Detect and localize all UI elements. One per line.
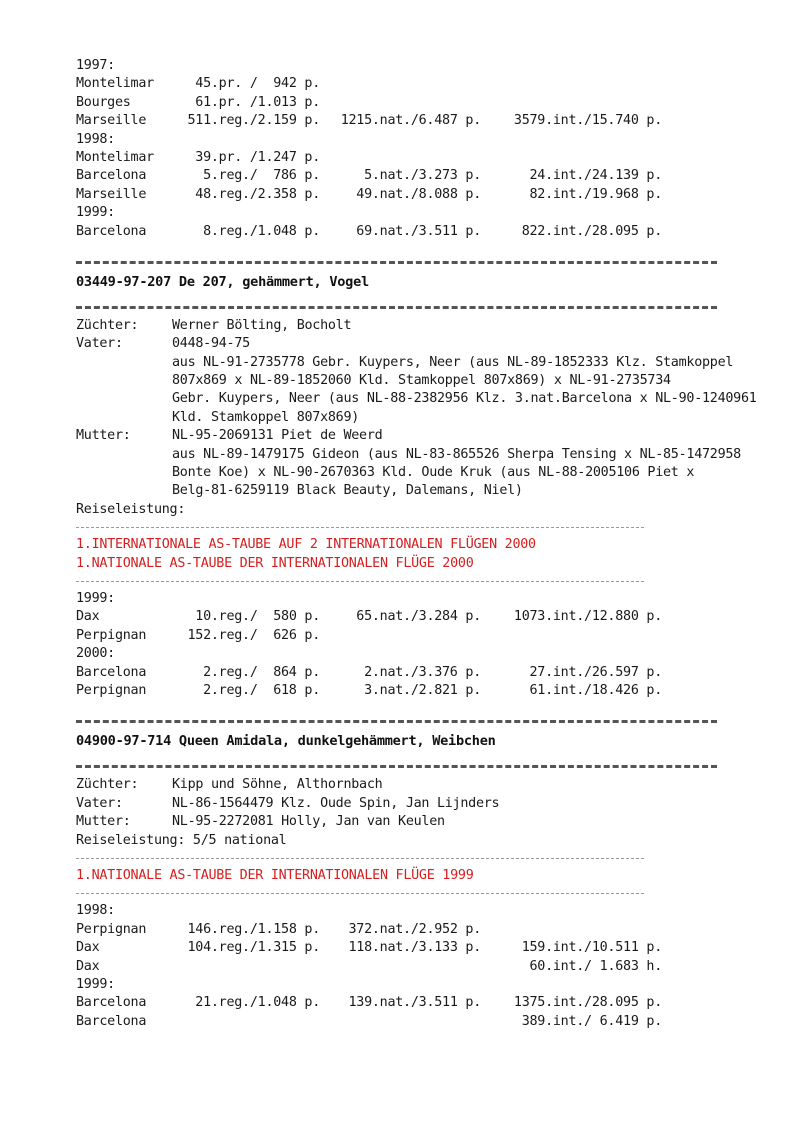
mother-row bbox=[76, 427, 741, 501]
race-name: Dax bbox=[76, 958, 100, 974]
breeder-row bbox=[76, 776, 736, 794]
results-table-pigeon-1 bbox=[76, 590, 736, 700]
international-result: 389.int./ 6.419 p. bbox=[521, 1013, 662, 1029]
national-result: 5.nat./3.273 p. bbox=[364, 168, 481, 184]
race-name: Barcelona bbox=[76, 168, 147, 184]
result-row bbox=[76, 921, 736, 939]
international-result: 24.int./24.139 p. bbox=[529, 168, 662, 184]
international-result: 159.int./10.511 p. bbox=[521, 940, 662, 956]
regional-result: 2.reg./ 864 p. bbox=[203, 664, 320, 680]
race-name: Perpignan bbox=[76, 627, 147, 643]
performance-label: Reiseleistung: bbox=[76, 501, 186, 517]
international-result: 822.int./28.095 p. bbox=[521, 223, 662, 239]
race-name: Marseille bbox=[76, 113, 147, 129]
father-row bbox=[76, 795, 736, 813]
father-line: 807x869 x NL-89-1852060 Kld. Stamkoppel 807x869) x NL-91-2735734 bbox=[172, 373, 671, 389]
race-name: Dax bbox=[76, 609, 100, 625]
mother-line: Bonte Koe) x NL-90-2670363 Kld. Oude Kruk (aus NL-88-2005106 Piet x bbox=[172, 465, 695, 481]
race-name: Montelimar bbox=[76, 76, 154, 92]
father-line: Gebr. Kuypers, Neer (aus NL-88-2382956 Klz. 3.nat.Barcelona x NL-90-1240961 bbox=[172, 391, 757, 407]
international-result: 82.int./19.968 p. bbox=[529, 186, 662, 202]
pigeon-1-details bbox=[76, 317, 757, 519]
year-heading: 1998: bbox=[76, 131, 115, 147]
national-result: 118.nat./3.133 p. bbox=[348, 940, 481, 956]
regional-result: 21.reg./1.048 p. bbox=[195, 995, 320, 1011]
award-line: 1.INTERNATIONALE AS-TAUBE AUF 2 INTERNATIONALEN FLÜGEN 2000 bbox=[76, 537, 536, 553]
regional-result: 61.pr. /1.013 p. bbox=[195, 94, 320, 110]
performance-value: 5/5 national bbox=[192, 832, 287, 848]
breeder-label: Züchter: bbox=[76, 777, 139, 793]
regional-result: 48.reg./2.358 p. bbox=[195, 186, 320, 202]
year-heading: 1999: bbox=[76, 591, 115, 606]
mother-line: NL-95-2272081 Holly, Jan van Keulen bbox=[172, 814, 445, 830]
international-result: 61.int./18.426 p. bbox=[529, 682, 662, 698]
national-result: 139.nat./3.511 p. bbox=[348, 995, 481, 1011]
regional-result: 152.reg./ 626 p. bbox=[187, 627, 320, 643]
heavy-separator bbox=[76, 720, 717, 723]
international-result: 27.int./26.597 p. bbox=[529, 664, 662, 680]
year-heading: 1997: bbox=[76, 58, 115, 73]
thin-separator bbox=[76, 527, 644, 528]
result-row bbox=[76, 223, 736, 241]
year-heading: 1999: bbox=[76, 976, 115, 992]
international-result: 1073.int./12.880 p. bbox=[513, 609, 662, 625]
race-name: Perpignan bbox=[76, 921, 147, 937]
father-line: 0448-94-75 bbox=[172, 336, 250, 352]
father-label: Vater: bbox=[76, 336, 123, 352]
result-row bbox=[76, 149, 736, 167]
international-result: 1375.int./28.095 p. bbox=[513, 995, 662, 1011]
mother-line: NL-95-2069131 Piet de Weerd bbox=[172, 428, 383, 444]
mother-row bbox=[76, 813, 736, 831]
breeder-row bbox=[76, 317, 736, 335]
result-row bbox=[76, 994, 736, 1012]
national-result: 69.nat./3.511 p. bbox=[356, 223, 481, 239]
mother-line: aus NL-89-1479175 Gideon (aus NL-83-865526 Sherpa Tensing x NL-85-1472958 bbox=[172, 446, 741, 462]
national-result: 65.nat./3.284 p. bbox=[356, 609, 481, 625]
result-row bbox=[76, 682, 736, 700]
international-result: 3579.int./15.740 p. bbox=[513, 113, 662, 129]
race-name: Barcelona bbox=[76, 995, 147, 1011]
pigeon-2-details bbox=[76, 776, 736, 850]
race-name: Marseille bbox=[76, 186, 147, 202]
result-row bbox=[76, 1013, 736, 1031]
mother-label: Mutter: bbox=[76, 428, 131, 444]
pigeon-title: 03449-97-207 De 207, gehämmert, Vogel bbox=[76, 273, 369, 290]
regional-result: 8.reg./1.048 p. bbox=[203, 223, 320, 239]
mother-label: Mutter: bbox=[76, 814, 131, 830]
result-row bbox=[76, 664, 736, 682]
race-name: Perpignan bbox=[76, 682, 147, 698]
result-row bbox=[76, 94, 736, 112]
regional-result: 45.pr. / 942 p. bbox=[195, 76, 320, 92]
race-name: Dax bbox=[76, 940, 100, 956]
regional-result: 146.reg./1.158 p. bbox=[187, 921, 320, 937]
result-row bbox=[76, 112, 736, 130]
regional-result: 5.reg./ 786 p. bbox=[203, 168, 320, 184]
national-result: 3.nat./2.821 p. bbox=[364, 682, 481, 698]
race-name: Montelimar bbox=[76, 149, 154, 165]
result-row bbox=[76, 75, 736, 93]
race-name: Barcelona bbox=[76, 223, 147, 239]
national-result: 1215.nat./6.487 p. bbox=[340, 113, 481, 129]
regional-result: 10.reg./ 580 p. bbox=[195, 609, 320, 625]
result-row bbox=[76, 958, 736, 976]
result-row bbox=[76, 939, 736, 957]
regional-result: 39.pr. /1.247 p. bbox=[195, 149, 320, 165]
race-name: Barcelona bbox=[76, 664, 147, 680]
race-name: Bourges bbox=[76, 94, 131, 110]
thin-separator bbox=[76, 893, 644, 894]
regional-result: 104.reg./1.315 p. bbox=[187, 940, 320, 956]
performance-row bbox=[76, 501, 736, 519]
performance-row bbox=[76, 832, 736, 850]
award-line: 1.NATIONALE AS-TAUBE DER INTERNATIONALEN FLÜGE 1999 bbox=[76, 867, 474, 883]
results-table-top bbox=[76, 57, 736, 241]
heavy-separator bbox=[76, 261, 717, 264]
regional-result: 2.reg./ 618 p. bbox=[203, 682, 320, 698]
result-row bbox=[76, 186, 736, 204]
performance-label: Reiseleistung: bbox=[76, 832, 186, 848]
breeder-value: Werner Bölting, Bocholt bbox=[172, 317, 352, 333]
father-line: aus NL-91-2735778 Gebr. Kuypers, Neer (aus NL-89-1852333 Klz. Stamkoppel bbox=[172, 354, 734, 370]
national-result: 49.nat./8.088 p. bbox=[356, 186, 481, 202]
father-line: Kld. Stamkoppel 807x869) bbox=[172, 409, 360, 425]
result-row bbox=[76, 167, 736, 185]
father-label: Vater: bbox=[76, 795, 123, 811]
father-line: NL-86-1564479 Klz. Oude Spin, Jan Lijnders bbox=[172, 795, 500, 811]
heavy-separator bbox=[76, 765, 717, 768]
race-name: Barcelona bbox=[76, 1013, 147, 1029]
results-table-pigeon-2 bbox=[76, 902, 736, 1031]
heavy-separator bbox=[76, 306, 717, 309]
award-line: 1.NATIONALE AS-TAUBE DER INTERNATIONALEN FLÜGE 2000 bbox=[76, 555, 474, 571]
breeder-label: Züchter: bbox=[76, 317, 139, 333]
national-result: 372.nat./2.952 p. bbox=[348, 921, 481, 937]
international-result: 60.int./ 1.683 h. bbox=[529, 958, 662, 974]
result-row bbox=[76, 608, 736, 626]
pigeon-title: 04900-97-714 Queen Amidala, dunkelgehämmert, Weibchen bbox=[76, 733, 496, 750]
national-result: 2.nat./3.376 p. bbox=[364, 664, 481, 680]
thin-separator bbox=[76, 858, 644, 859]
mother-line: Belg-81-6259119 Black Beauty, Dalemans, Niel) bbox=[172, 483, 523, 499]
year-heading: 1999: bbox=[76, 205, 115, 221]
document-page bbox=[76, 57, 757, 1031]
breeder-value: Kipp und Söhne, Althornbach bbox=[172, 777, 383, 793]
result-row bbox=[76, 627, 736, 645]
year-heading: 1998: bbox=[76, 903, 115, 919]
thin-separator bbox=[76, 581, 644, 582]
year-heading: 2000: bbox=[76, 646, 115, 662]
regional-result: 511.reg./2.159 p. bbox=[187, 113, 320, 129]
father-row bbox=[76, 335, 757, 427]
